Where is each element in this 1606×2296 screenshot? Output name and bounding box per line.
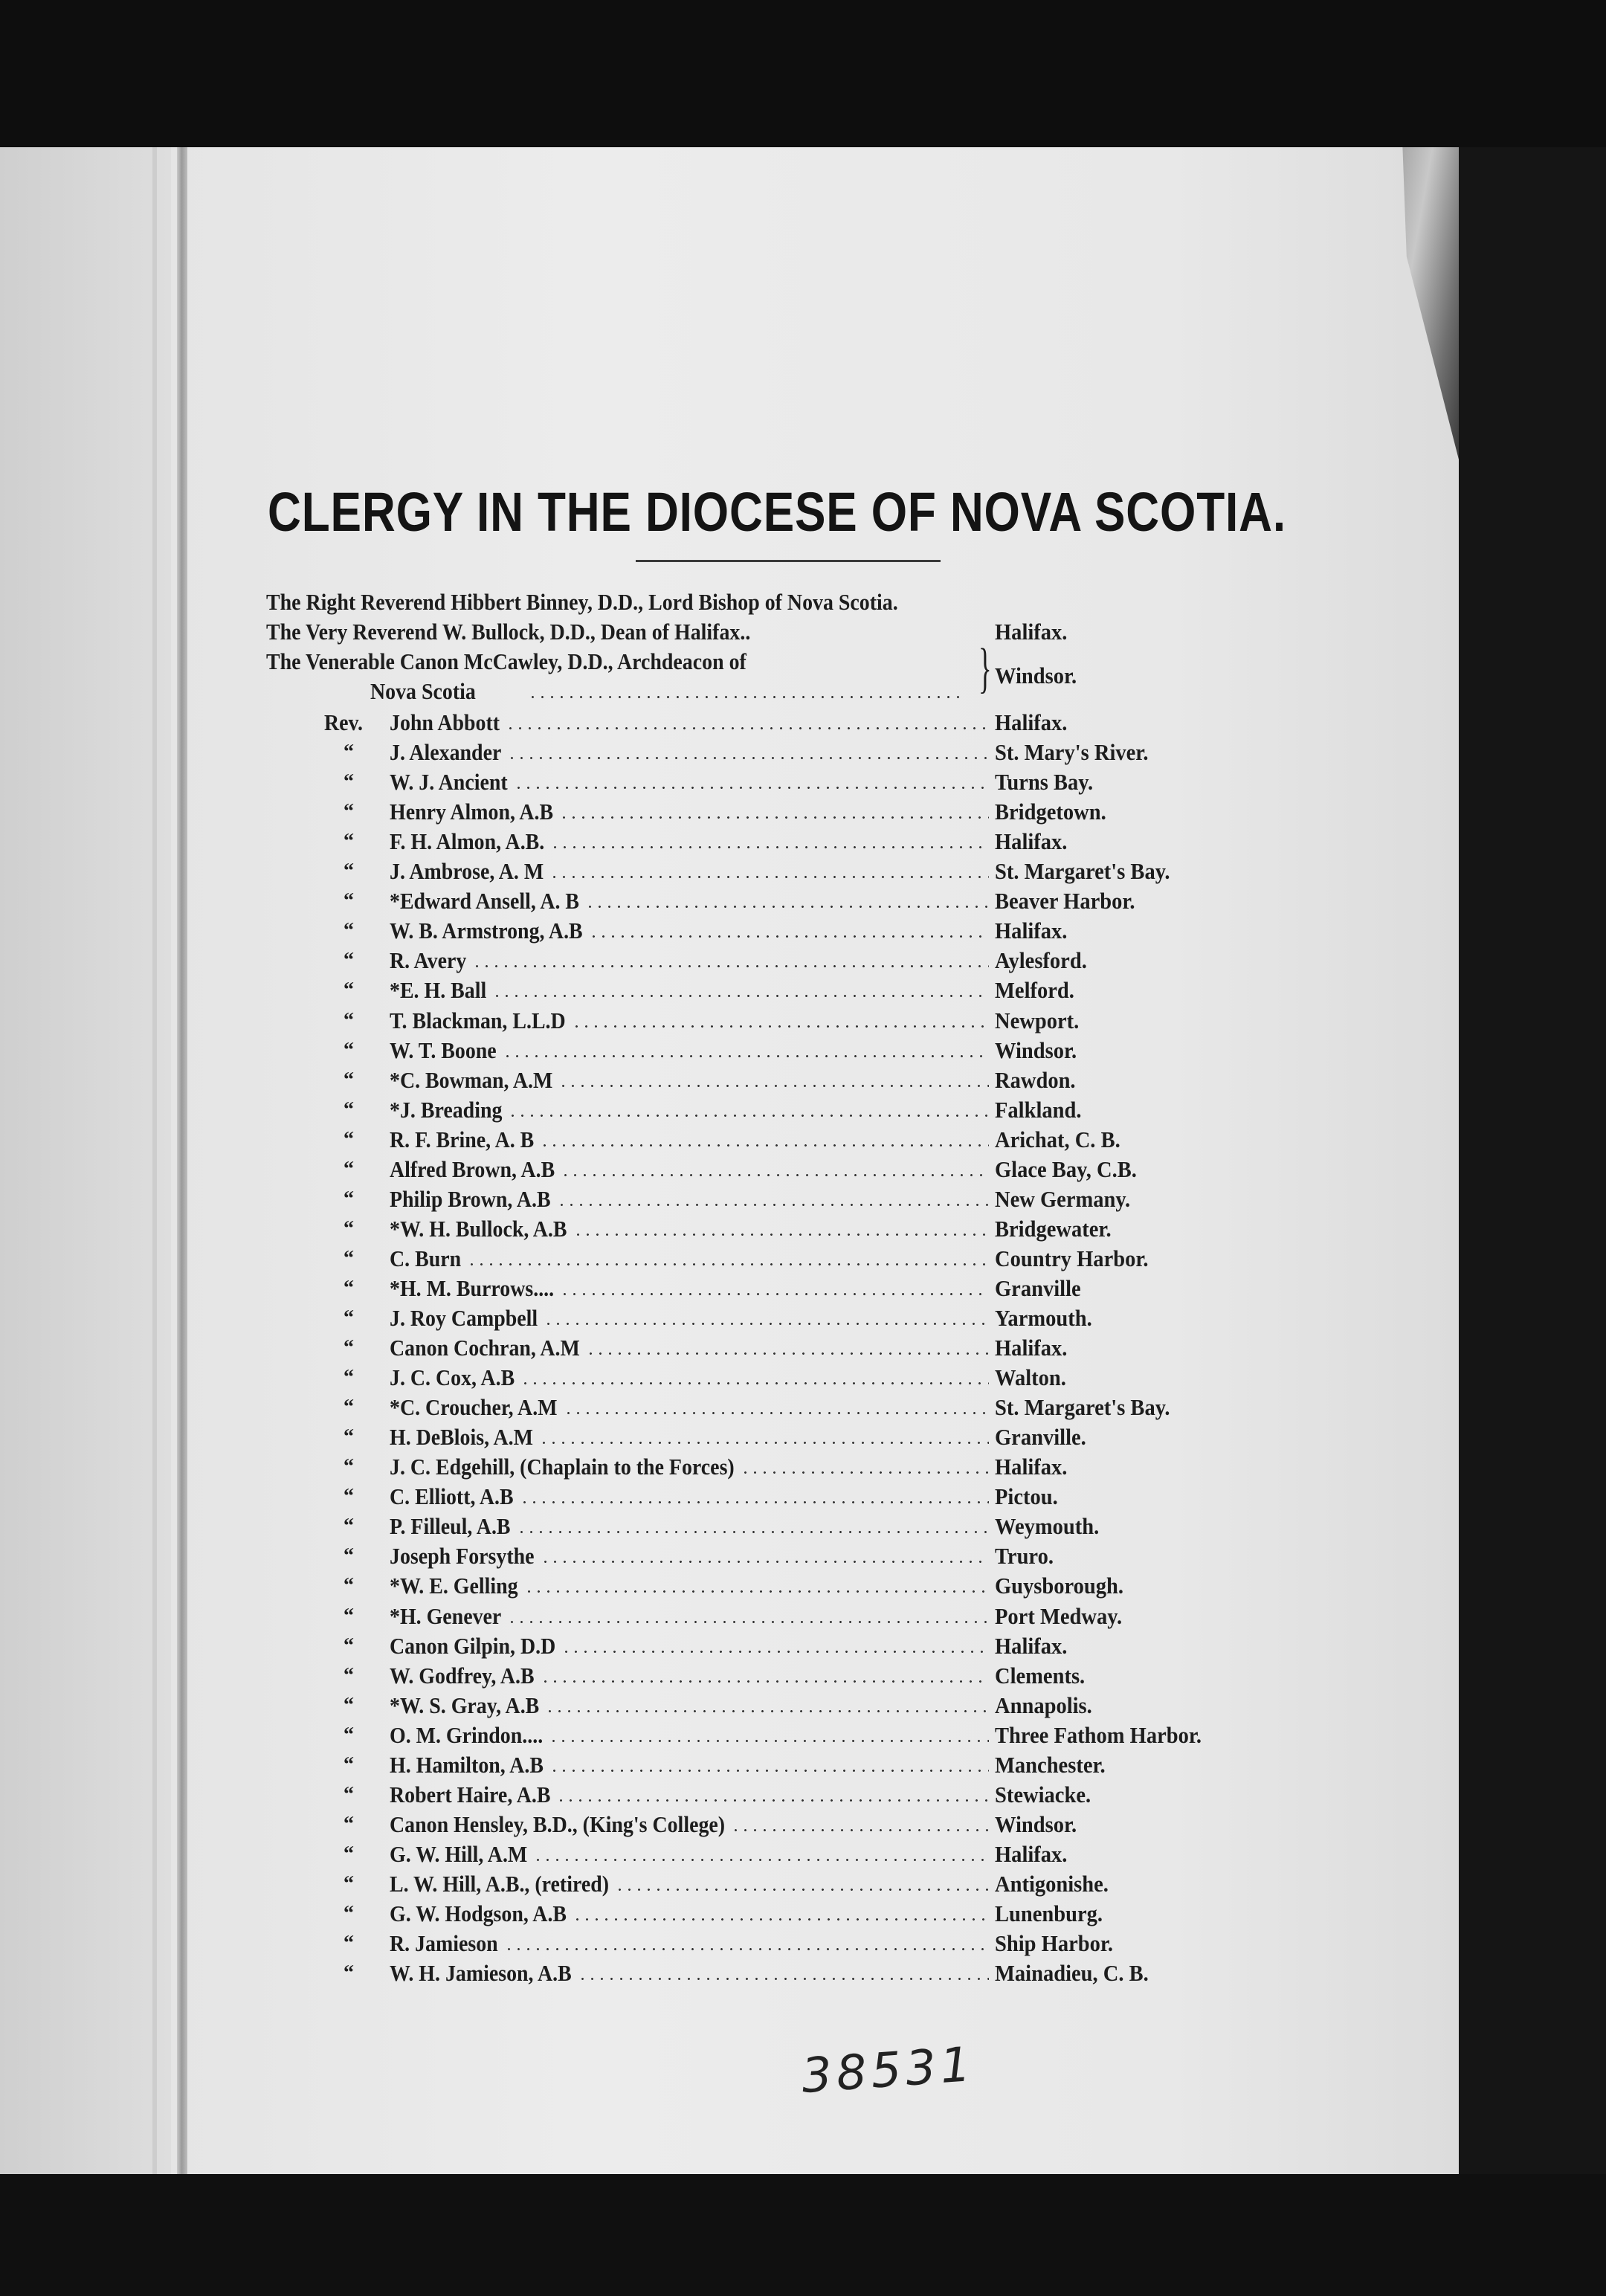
- dot-leader: [506, 727, 989, 729]
- clergy-place: Windsor.: [995, 1037, 1077, 1063]
- clergy-place: Antigonishe.: [995, 1871, 1109, 1897]
- clergy-place: Halifax.: [995, 1633, 1068, 1659]
- clergy-name: Philip Brown, A.B: [390, 1186, 551, 1212]
- clergy-name: H. DeBlois, A.M: [390, 1424, 533, 1450]
- clergy-place: Annapolis.: [995, 1692, 1092, 1718]
- clergy-name: W. J. Ancient: [390, 769, 508, 795]
- clergy-place: Halifax.: [995, 828, 1068, 854]
- clergy-name: Canon Cochran, A.M: [390, 1335, 580, 1361]
- clergy-place: Port Medway.: [995, 1603, 1123, 1629]
- clergy-name: John Abbott: [390, 709, 500, 735]
- dot-leader: [585, 906, 989, 908]
- dot-leader: [741, 1471, 989, 1474]
- page-title: CLERGY IN THE DIOCESE OF NOVA SCOTIA.: [268, 481, 1286, 543]
- binding-fold: [177, 147, 187, 2174]
- dignitary-dean-place: Halifax.: [995, 619, 1068, 645]
- dot-leader: [556, 1799, 989, 1802]
- document-page: [0, 147, 1459, 2174]
- clergy-name: Joseph Forsythe: [390, 1543, 535, 1569]
- ditto-mark: “: [344, 1039, 354, 1062]
- dot-leader: [524, 1590, 989, 1593]
- dot-leader: [507, 757, 989, 759]
- clergy-name: *W. H. Bullock, A.B: [390, 1216, 567, 1242]
- dot-leader: [573, 1234, 989, 1236]
- clergy-name: L. W. Hill, A.B., (retired): [390, 1871, 610, 1897]
- dot-leader: [545, 1710, 989, 1712]
- dot-leader: [558, 1085, 989, 1087]
- clergy-name: J. C. Edgehill, (Chaplain to the Forces): [390, 1454, 735, 1480]
- clergy-place: Rawdon.: [995, 1067, 1076, 1093]
- clergy-name: *W. S. Gray, A.B: [390, 1692, 540, 1718]
- clergy-name: *E. H. Ball: [390, 977, 487, 1003]
- clergy-place: Halifax.: [995, 1841, 1068, 1867]
- title-rule: [636, 560, 941, 562]
- ditto-mark: “: [344, 1813, 354, 1836]
- clergy-name: Alfred Brown, A.B: [390, 1156, 555, 1182]
- clergy-place: Three Fathom Harbor.: [995, 1722, 1202, 1748]
- clergy-place: New Germany.: [995, 1186, 1131, 1212]
- ditto-mark: “: [344, 949, 354, 972]
- clergy-name: C. Elliott, A.B: [390, 1483, 514, 1509]
- ditto-mark: “: [344, 1098, 354, 1121]
- clergy-name: G. W. Hill, A.M: [390, 1841, 528, 1867]
- rev-label: Rev.: [324, 709, 363, 735]
- ditto-mark: “: [344, 1544, 354, 1567]
- clergy-place: Halifax.: [995, 709, 1068, 735]
- dot-leader: [550, 846, 989, 848]
- dot-leader: [514, 787, 989, 789]
- dot-leader: [573, 1918, 989, 1921]
- ditto-mark: “: [344, 1783, 354, 1806]
- clergy-name: R. Jamieson: [390, 1930, 498, 1956]
- dot-leader: [504, 1948, 989, 1950]
- scan-border-bottom: [0, 2174, 1606, 2296]
- clergy-place: Pictou.: [995, 1483, 1058, 1509]
- dot-leader: [572, 1025, 989, 1028]
- ditto-mark: “: [344, 830, 354, 853]
- clergy-name: J. C. Cox, A.B: [390, 1364, 515, 1390]
- ditto-mark: “: [344, 1068, 354, 1091]
- clergy-place: Aylesford.: [995, 947, 1087, 973]
- dot-leader: [508, 1115, 989, 1117]
- scan-border-right: [1459, 147, 1606, 2174]
- clergy-name: Canon Gilpin, D.D: [390, 1633, 556, 1659]
- dignitary-dean: The Very Reverend W. Bullock, D.D., Dean of Halifax..: [266, 619, 751, 645]
- clergy-name: G. W. Hodgson, A.B: [390, 1900, 567, 1926]
- dot-leader: [541, 1561, 989, 1563]
- ditto-mark: “: [344, 1336, 354, 1359]
- clergy-place: Lunenburg.: [995, 1900, 1103, 1926]
- clergy-name: Canon Hensley, B.D., (King's College): [390, 1811, 726, 1837]
- ditto-mark: “: [344, 1664, 354, 1687]
- ditto-mark: “: [344, 1455, 354, 1478]
- clergy-place: St. Margaret's Bay.: [995, 858, 1170, 884]
- ditto-mark: “: [344, 978, 354, 1002]
- clergy-place: Mainadieu, C. B.: [995, 1960, 1149, 1986]
- ditto-mark: “: [344, 1634, 354, 1657]
- ditto-mark: “: [344, 919, 354, 942]
- ditto-mark: “: [344, 1515, 354, 1538]
- clergy-place: St. Mary's River.: [995, 739, 1149, 765]
- dot-leader: [560, 1293, 989, 1295]
- facing-page-edge: [0, 147, 171, 2174]
- ditto-mark: “: [344, 889, 354, 912]
- ditto-mark: “: [344, 1128, 354, 1151]
- clergy-place: Halifax.: [995, 1335, 1068, 1361]
- clergy-name: F. H. Almon, A.B.: [390, 828, 545, 854]
- clergy-place: Arichat, C. B.: [995, 1126, 1120, 1152]
- dot-leader: [533, 1859, 989, 1861]
- ditto-mark: “: [344, 1396, 354, 1419]
- ditto-mark: “: [344, 1247, 354, 1270]
- dot-leader: [549, 876, 989, 878]
- dot-leader: [549, 1740, 989, 1742]
- dot-leader: [561, 1174, 989, 1176]
- ditto-mark: “: [344, 1605, 354, 1628]
- page-crease: [152, 147, 157, 2174]
- clergy-name: W. T. Boone: [390, 1037, 497, 1063]
- dot-leader: [540, 1144, 989, 1147]
- clergy-name: W. H. Jamieson, A.B: [390, 1960, 572, 1986]
- clergy-place: Windsor.: [995, 1811, 1077, 1837]
- clergy-place: Ship Harbor.: [995, 1930, 1114, 1956]
- scan-border-top: [0, 0, 1606, 149]
- dot-leader: [492, 995, 989, 997]
- ditto-mark: “: [344, 860, 354, 883]
- ditto-mark: “: [344, 1902, 354, 1925]
- clergy-place: Yarmouth.: [995, 1305, 1092, 1331]
- dot-leader: [589, 935, 989, 938]
- clergy-place: Bridgetown.: [995, 799, 1106, 825]
- dignitary-bishop: The Right Reverend Hibbert Binney, D.D., Lord Bishop of Nova Scotia.: [266, 589, 898, 615]
- ditto-mark: “: [344, 1932, 354, 1955]
- dot-leader: [472, 965, 989, 967]
- clergy-name: W. B. Armstrong, A.B: [390, 918, 583, 944]
- dot-leader: [561, 1651, 989, 1653]
- ditto-mark: “: [344, 1961, 354, 1984]
- clergy-name: C. Burn: [390, 1245, 462, 1271]
- ditto-mark: “: [344, 1842, 354, 1866]
- clergy-name: *C. Croucher, A.M: [390, 1394, 558, 1420]
- clergy-name: O. M. Grindon....: [390, 1722, 544, 1748]
- ditto-mark: “: [344, 1187, 354, 1210]
- dot-leader: [467, 1263, 989, 1265]
- dot-leader: [578, 1978, 989, 1980]
- ditto-mark: “: [344, 1694, 354, 1717]
- clergy-name: P. Filleul, A.B: [390, 1513, 511, 1539]
- clergy-place: Country Harbor.: [995, 1245, 1149, 1271]
- clergy-name: Robert Haire, A.B: [390, 1781, 551, 1808]
- clergy-place: Weymouth.: [995, 1513, 1100, 1539]
- dot-leader: [557, 1204, 989, 1206]
- dot-leader: [528, 696, 959, 698]
- curled-page-corner: [1378, 147, 1459, 459]
- dot-leader: [507, 1621, 989, 1623]
- clergy-name: *J. Breading: [390, 1097, 503, 1123]
- clergy-place: Newport.: [995, 1007, 1080, 1033]
- clergy-place: Walton.: [995, 1364, 1066, 1390]
- ditto-mark: “: [344, 1753, 354, 1776]
- dot-leader: [539, 1442, 989, 1444]
- clergy-name: *H. M. Burrows....: [390, 1275, 555, 1301]
- dot-leader: [564, 1412, 989, 1414]
- clergy-name: *Edward Ansell, A. B: [390, 888, 580, 914]
- ditto-mark: “: [344, 1277, 354, 1300]
- clergy-place: Guysborough.: [995, 1573, 1124, 1599]
- dignitary-archdeacon: The Venerable Canon McCawley, D.D., Archdeacon of: [266, 648, 746, 674]
- clergy-place: Stewiacke.: [995, 1781, 1091, 1808]
- clergy-name: R. F. Brine, A. B: [390, 1126, 535, 1152]
- clergy-place: Glace Bay, C.B.: [995, 1156, 1137, 1182]
- clergy-place: Melford.: [995, 977, 1074, 1003]
- ditto-mark: “: [344, 1425, 354, 1448]
- ditto-mark: “: [344, 800, 354, 823]
- clergy-name: J. Alexander: [390, 739, 502, 765]
- clergy-place: Halifax.: [995, 918, 1068, 944]
- clergy-name: *C. Bowman, A.M: [390, 1067, 553, 1093]
- clergy-name: R. Avery: [390, 947, 467, 973]
- ditto-mark: “: [344, 770, 354, 793]
- handwritten-number: 38531: [799, 2037, 977, 2105]
- dot-leader: [586, 1352, 989, 1355]
- dignitary-archdeacon-cont: Nova Scotia: [370, 678, 476, 704]
- clergy-place: Granville: [995, 1275, 1081, 1301]
- clergy-place: Granville.: [995, 1424, 1086, 1450]
- clergy-name: *H. Genever: [390, 1603, 502, 1629]
- dot-leader: [615, 1889, 989, 1891]
- clergy-name: J. Ambrose, A. M: [390, 858, 544, 884]
- dot-leader: [541, 1680, 989, 1683]
- clergy-place: Turns Bay.: [995, 769, 1094, 795]
- clergy-name: H. Hamilton, A.B: [390, 1752, 544, 1778]
- clergy-name: *W. E. Gelling: [390, 1573, 518, 1599]
- dot-leader: [544, 1323, 989, 1325]
- dot-leader: [549, 1770, 989, 1772]
- ditto-mark: “: [344, 1872, 354, 1895]
- ditto-mark: “: [344, 1306, 354, 1329]
- ditto-mark: “: [344, 1366, 354, 1389]
- dot-leader: [503, 1055, 989, 1057]
- ditto-mark: “: [344, 1485, 354, 1508]
- clergy-name: W. Godfrey, A.B: [390, 1663, 535, 1689]
- clergy-place: Beaver Harbor.: [995, 888, 1135, 914]
- clergy-place: Halifax.: [995, 1454, 1068, 1480]
- dot-leader: [517, 1531, 989, 1533]
- dot-leader: [520, 1501, 989, 1503]
- dignitary-archdeacon-place: Windsor.: [995, 662, 1077, 689]
- ditto-mark: “: [344, 1723, 354, 1747]
- dot-leader: [559, 816, 989, 819]
- dot-leader: [731, 1829, 989, 1831]
- clergy-place: Bridgewater.: [995, 1216, 1112, 1242]
- clergy-name: Henry Almon, A.B: [390, 799, 554, 825]
- clergy-place: St. Margaret's Bay.: [995, 1394, 1170, 1420]
- brace: }: [978, 638, 992, 699]
- ditto-mark: “: [344, 1217, 354, 1240]
- ditto-mark: “: [344, 1158, 354, 1181]
- clergy-place: Truro.: [995, 1543, 1054, 1569]
- ditto-mark: “: [344, 1574, 354, 1597]
- clergy-name: J. Roy Campbell: [390, 1305, 538, 1331]
- clergy-place: Clements.: [995, 1663, 1086, 1689]
- clergy-place: Manchester.: [995, 1752, 1106, 1778]
- clergy-name: T. Blackman, L.L.D: [390, 1007, 566, 1033]
- clergy-place: Falkland.: [995, 1097, 1082, 1123]
- dot-leader: [520, 1382, 989, 1384]
- ditto-mark: “: [344, 741, 354, 764]
- ditto-mark: “: [344, 1009, 354, 1032]
